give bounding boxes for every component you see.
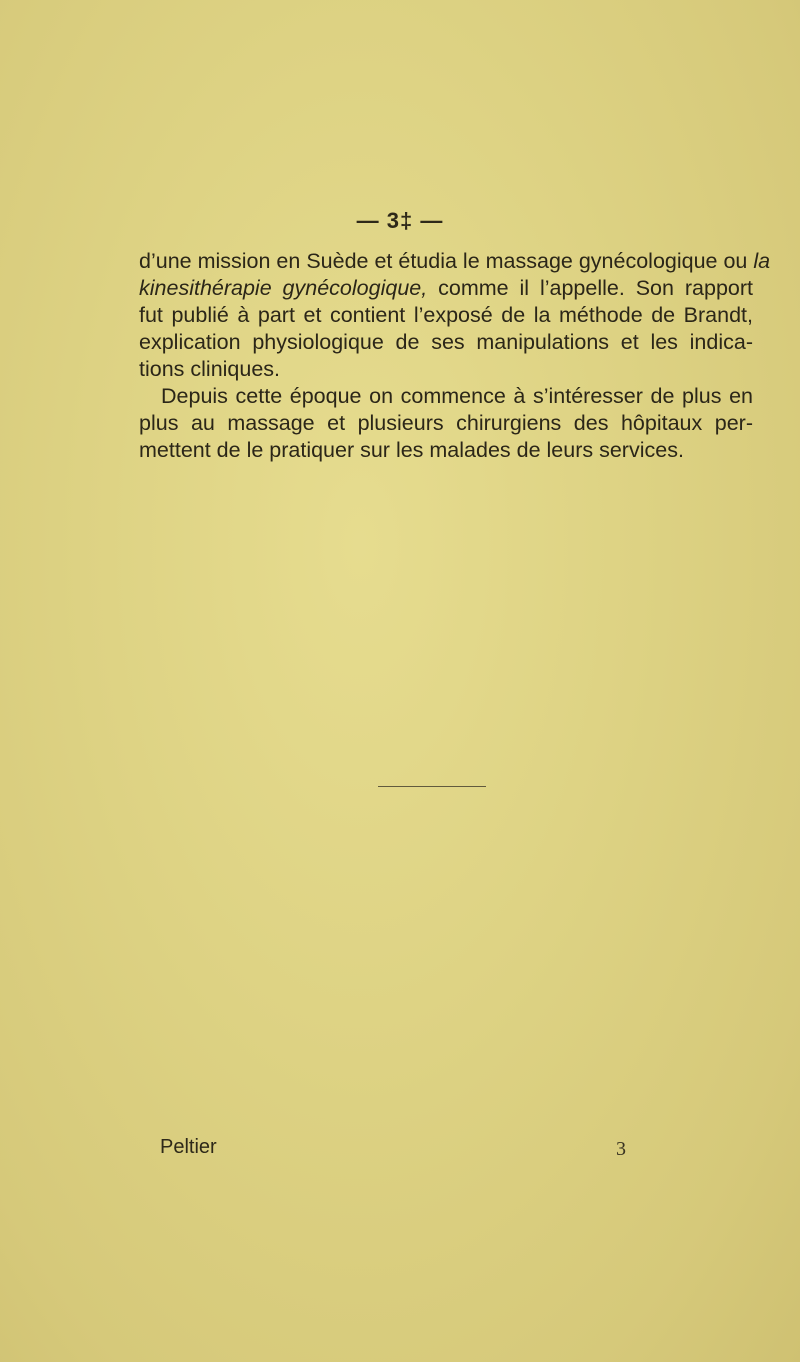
page-number: — 3‡ — bbox=[356, 208, 444, 233]
text-line: plus au massage et plusieurs chirurgiens des hôpitaux per- bbox=[139, 411, 753, 435]
text-line: tions cliniques. bbox=[139, 357, 281, 381]
body-text bbox=[139, 248, 771, 464]
text-line: fut publié à part et contient l’exposé de la méthode de Brandt, bbox=[139, 303, 753, 327]
signature-number: 3 bbox=[616, 1138, 626, 1160]
text-line: explication physiologique de ses manipulations et les indica- bbox=[139, 330, 753, 354]
paragraph-2 bbox=[139, 383, 753, 464]
italic-span: la bbox=[753, 249, 771, 273]
end-rule bbox=[378, 786, 486, 787]
text-line: Depuis cette époque on commence à s’intéresser de plus en bbox=[161, 384, 753, 408]
text-line bbox=[139, 275, 753, 302]
text-span: comme il l’appelle. Son rapport bbox=[438, 276, 753, 300]
footer-author: Peltier bbox=[160, 1136, 217, 1158]
text-line bbox=[139, 248, 771, 275]
text-span: d’une mission en Suède et étudia le massage gynécologique ou bbox=[139, 249, 748, 273]
italic-span: kinesithérapie gynécologique, bbox=[139, 276, 428, 300]
paragraph-1 bbox=[139, 248, 771, 383]
text-line: mettent de le pratiquer sur les malades de leurs services. bbox=[139, 438, 684, 462]
